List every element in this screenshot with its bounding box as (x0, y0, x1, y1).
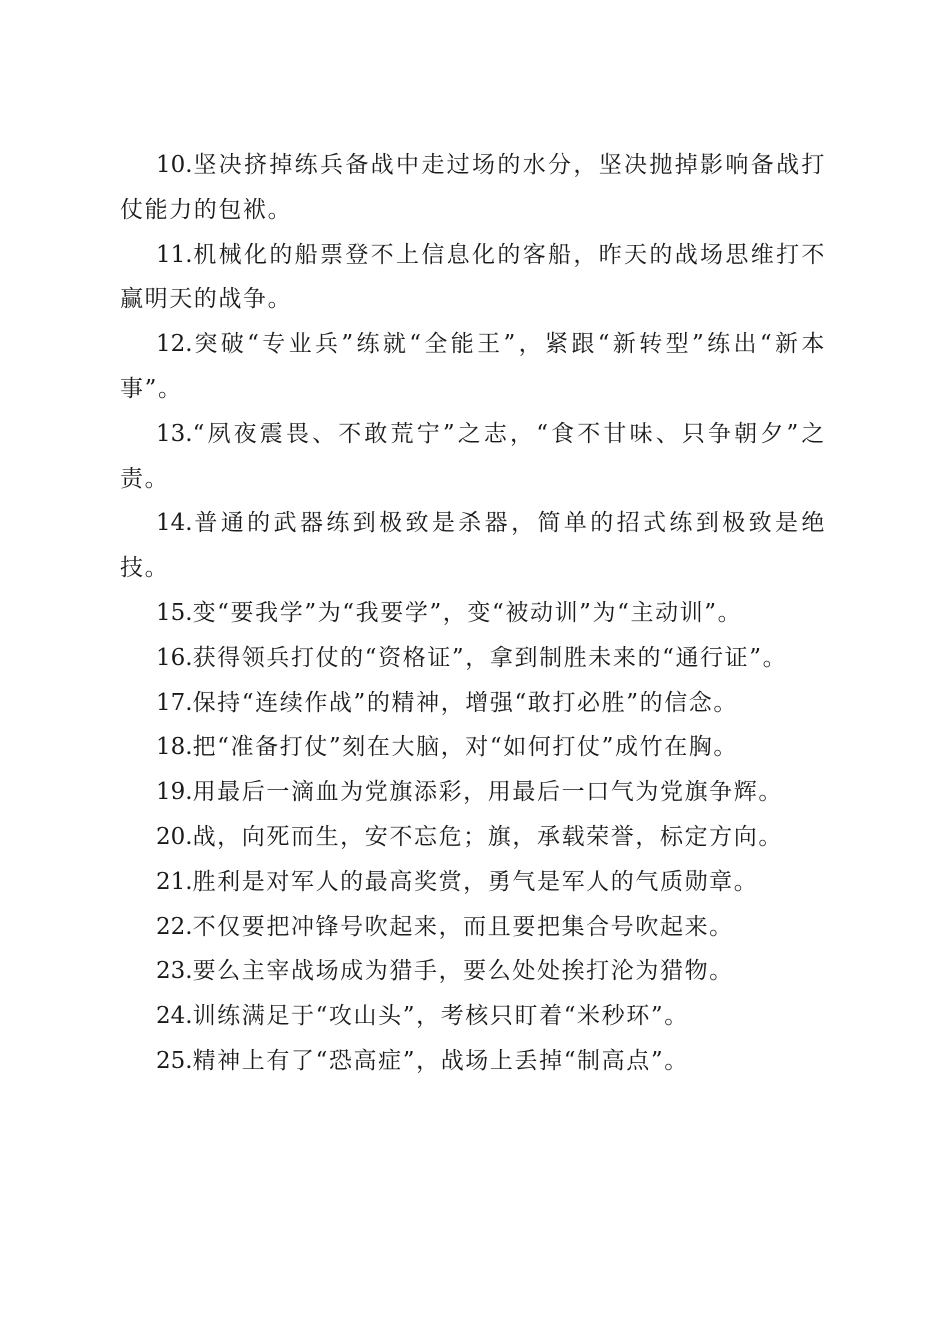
list-item (120, 1039, 826, 1084)
item-text: 精神上有了“恐高症”，战场上丢掉“制高点”。 (192, 1047, 689, 1074)
item-number: 19. (156, 779, 193, 806)
list-item (120, 949, 826, 994)
item-number: 20. (156, 823, 193, 850)
item-text: 不仅要把冲锋号吹起来，而且要把集合号吹起来。 (192, 913, 734, 940)
item-text: 保持“连续作战”的精神，增强“敢打必胜”的信念。 (192, 689, 739, 716)
item-number: 11. (156, 241, 193, 268)
item-text: 获得领兵打仗的“资格证”，拿到制胜未来的“通行证”。 (192, 644, 788, 671)
item-text: 普通的武器练到极致是杀器，简单的招式练到极致是绝技。 (120, 510, 826, 582)
list-item (120, 681, 826, 726)
list-item (120, 994, 826, 1039)
item-number: 14. (156, 510, 193, 537)
list-item (120, 412, 826, 502)
item-number: 13. (156, 420, 193, 447)
item-number: 12. (156, 331, 193, 358)
item-text: 战，向死而生，安不忘危；旗，承载荣誉，标定方向。 (192, 823, 783, 850)
list-item (120, 815, 826, 860)
item-text: 用最后一滴血为党旗添彩，用最后一口气为党旗争辉。 (192, 779, 783, 806)
item-number: 17. (156, 689, 193, 716)
item-text: 坚决挤掉练兵备战中走过场的水分，坚决抛掉影响备战打仗能力的包袱。 (120, 152, 826, 223)
item-number: 23. (156, 958, 193, 985)
list-item (120, 725, 826, 770)
item-text: “夙夜震畏、不敢荒宁”之志，“食不甘味、只争朝夕”之责。 (120, 420, 826, 492)
item-text: 机械化的船票登不上信息化的客船，昨天的战场思维打不赢明天的战争。 (120, 241, 826, 313)
list-item (120, 233, 826, 323)
item-number: 16. (156, 644, 193, 671)
list-item (120, 905, 826, 950)
document-page (120, 143, 826, 1084)
list-item (120, 143, 826, 233)
list-item (120, 770, 826, 815)
list-item (120, 636, 826, 681)
item-number: 25. (156, 1047, 193, 1074)
item-number: 21. (156, 868, 193, 895)
item-text: 变“要我学”为“我要学”，变“被动训”为“主动训”。 (192, 599, 743, 626)
list-item (120, 322, 826, 412)
item-text: 胜利是对军人的最高奖赏，勇气是军人的气质勋章。 (192, 868, 759, 895)
list-item (120, 501, 826, 591)
item-text: 突破“专业兵”练就“全能王”，紧跟“新转型”练出“新本事”。 (120, 331, 826, 402)
item-number: 24. (156, 1003, 193, 1030)
item-number: 18. (156, 734, 193, 761)
item-text: 要么主宰战场成为猎手，要么处处挨打沦为猎物。 (192, 958, 734, 985)
item-number: 10. (156, 152, 193, 178)
list-item (120, 860, 826, 905)
item-number: 15. (156, 599, 193, 626)
item-text: 训练满足于“攻山头”，考核只盯着“米秒环”。 (192, 1003, 689, 1030)
item-number: 22. (156, 913, 193, 940)
item-text: 把“准备打仗”刻在大脑，对“如何打仗”成竹在胸。 (192, 734, 739, 761)
list-item (120, 591, 826, 636)
